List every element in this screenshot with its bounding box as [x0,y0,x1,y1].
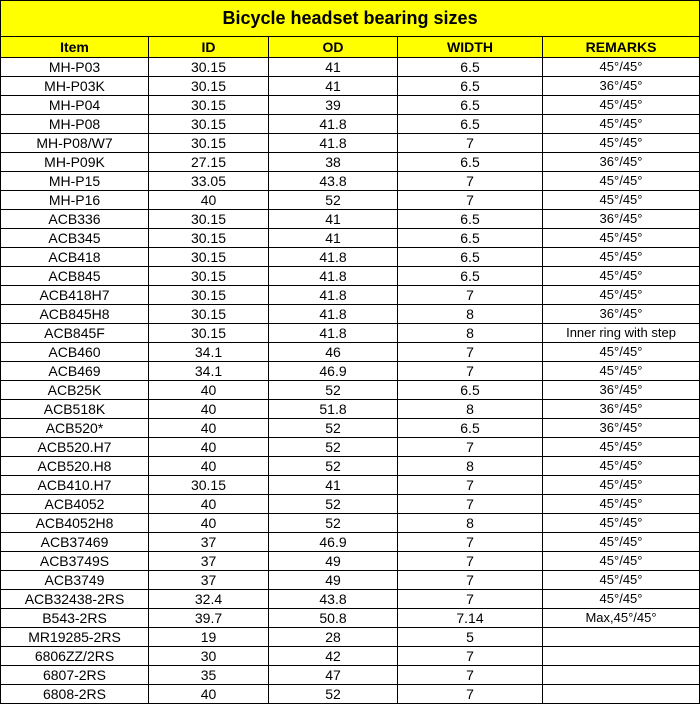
table-row [1,457,700,476]
width-cell: 6.5 [398,210,543,229]
od-cell: 38 [269,153,398,172]
item-cell: ACB336 [1,210,149,229]
id-cell: 30.15 [149,58,269,77]
width-cell: 7 [398,362,543,381]
width-cell: 7 [398,571,543,590]
width-cell: 5 [398,628,543,647]
table-row [1,533,700,552]
od-cell: 41.8 [269,267,398,286]
id-cell: 40 [149,191,269,210]
table-row [1,58,700,77]
item-cell: MH-P15 [1,172,149,191]
od-cell: 46 [269,343,398,362]
item-cell: ACB418 [1,248,149,267]
id-cell: 27.15 [149,153,269,172]
od-cell: 41 [269,58,398,77]
id-cell: 40 [149,495,269,514]
id-cell: 30 [149,647,269,666]
item-cell: ACB469 [1,362,149,381]
remarks-cell: 45°/45° [543,96,700,115]
remarks-cell: 45°/45° [543,362,700,381]
id-cell: 34.1 [149,343,269,362]
remarks-cell: 45°/45° [543,343,700,362]
table-row [1,343,700,362]
id-cell: 40 [149,381,269,400]
item-cell: ACB32438-2RS [1,590,149,609]
table-row [1,666,700,685]
od-cell: 42 [269,647,398,666]
od-cell: 52 [269,191,398,210]
width-cell: 7 [398,286,543,305]
od-cell: 41.8 [269,115,398,134]
id-cell: 30.15 [149,476,269,495]
width-cell: 6.5 [398,267,543,286]
od-cell: 52 [269,514,398,533]
remarks-cell: 45°/45° [543,134,700,153]
table-row [1,419,700,438]
item-cell: MR19285-2RS [1,628,149,647]
id-cell: 19 [149,628,269,647]
id-cell: 32.4 [149,590,269,609]
od-cell: 50.8 [269,609,398,628]
od-cell: 52 [269,438,398,457]
table-row [1,153,700,172]
header-row [1,37,700,58]
id-cell: 30.15 [149,115,269,134]
od-cell: 43.8 [269,172,398,191]
id-cell: 34.1 [149,362,269,381]
width-cell: 6.5 [398,419,543,438]
item-cell: ACB4052 [1,495,149,514]
table-row [1,305,700,324]
od-cell: 39 [269,96,398,115]
item-cell: MH-P16 [1,191,149,210]
remarks-cell: 45°/45° [543,476,700,495]
width-cell: 8 [398,305,543,324]
width-cell: 7 [398,666,543,685]
table-row [1,248,700,267]
remarks-cell: 36°/45° [543,77,700,96]
id-cell: 30.15 [149,305,269,324]
width-cell: 7 [398,172,543,191]
id-cell: 39.7 [149,609,269,628]
remarks-cell: 45°/45° [543,191,700,210]
od-cell: 46.9 [269,362,398,381]
remarks-cell: 45°/45° [543,58,700,77]
table-row [1,286,700,305]
width-cell: 8 [398,457,543,476]
remarks-cell: Max,45°/45° [543,609,700,628]
remarks-cell: 45°/45° [543,438,700,457]
width-cell: 7 [398,685,543,704]
od-cell: 52 [269,685,398,704]
item-cell: ACB4052H8 [1,514,149,533]
od-cell: 41.8 [269,324,398,343]
remarks-cell: 45°/45° [543,286,700,305]
item-cell: 6806ZZ/2RS [1,647,149,666]
id-cell: 40 [149,400,269,419]
table-row [1,134,700,153]
id-cell: 30.15 [149,96,269,115]
item-cell: B543-2RS [1,609,149,628]
item-cell: ACB3749 [1,571,149,590]
id-cell: 30.15 [149,248,269,267]
table-row [1,628,700,647]
id-cell: 40 [149,438,269,457]
item-cell: ACB460 [1,343,149,362]
id-cell: 30.15 [149,77,269,96]
width-cell: 6.5 [398,381,543,400]
od-cell: 28 [269,628,398,647]
remarks-cell: 36°/45° [543,381,700,400]
table-row [1,96,700,115]
remarks-cell: 45°/45° [543,248,700,267]
item-cell: MH-P08 [1,115,149,134]
item-cell: ACB845 [1,267,149,286]
table-row [1,324,700,343]
item-cell: ACB25K [1,381,149,400]
id-cell: 30.15 [149,210,269,229]
remarks-cell: Inner ring with step [543,324,700,343]
column-header-remarks: REMARKS [543,37,700,58]
remarks-cell: 45°/45° [543,533,700,552]
id-cell: 40 [149,685,269,704]
od-cell: 41 [269,476,398,495]
table-title: Bicycle headset bearing sizes [1,1,700,37]
id-cell: 30.15 [149,324,269,343]
id-cell: 30.15 [149,229,269,248]
width-cell: 8 [398,514,543,533]
od-cell: 41.8 [269,248,398,267]
width-cell: 7 [398,533,543,552]
item-cell: ACB845F [1,324,149,343]
od-cell: 52 [269,495,398,514]
width-cell: 7 [398,495,543,514]
column-header-width: WIDTH [398,37,543,58]
remarks-cell: 36°/45° [543,305,700,324]
item-cell: ACB418H7 [1,286,149,305]
table-row [1,115,700,134]
id-cell: 40 [149,457,269,476]
width-cell: 7 [398,552,543,571]
width-cell: 6.5 [398,96,543,115]
table-row [1,210,700,229]
item-cell: ACB37469 [1,533,149,552]
table-body [1,58,700,704]
item-cell: MH-P04 [1,96,149,115]
remarks-cell: 36°/45° [543,210,700,229]
id-cell: 30.15 [149,134,269,153]
title-row [1,1,700,37]
table-row [1,438,700,457]
width-cell: 8 [398,400,543,419]
item-cell: MH-P03 [1,58,149,77]
width-cell: 7 [398,590,543,609]
remarks-cell [543,666,700,685]
table-row [1,552,700,571]
table-row [1,362,700,381]
remarks-cell: 36°/45° [543,419,700,438]
width-cell: 8 [398,324,543,343]
item-cell: MH-P09K [1,153,149,172]
od-cell: 51.8 [269,400,398,419]
column-header-od: OD [269,37,398,58]
id-cell: 37 [149,533,269,552]
table-row [1,191,700,210]
od-cell: 52 [269,457,398,476]
remarks-cell: 45°/45° [543,115,700,134]
table-row [1,476,700,495]
table-row [1,77,700,96]
od-cell: 41.8 [269,134,398,153]
table-row [1,590,700,609]
remarks-cell: 45°/45° [543,514,700,533]
table-row [1,514,700,533]
od-cell: 49 [269,552,398,571]
od-cell: 43.8 [269,590,398,609]
od-cell: 41 [269,229,398,248]
remarks-cell: 45°/45° [543,457,700,476]
column-header-id: ID [149,37,269,58]
width-cell: 7 [398,476,543,495]
column-header-item: Item [1,37,149,58]
remarks-cell [543,628,700,647]
od-cell: 41 [269,210,398,229]
od-cell: 49 [269,571,398,590]
od-cell: 41 [269,77,398,96]
table-row [1,400,700,419]
width-cell: 7 [398,191,543,210]
id-cell: 40 [149,419,269,438]
width-cell: 6.5 [398,229,543,248]
remarks-cell: 45°/45° [543,495,700,514]
table-row [1,495,700,514]
remarks-cell [543,647,700,666]
width-cell: 7 [398,343,543,362]
remarks-cell: 36°/45° [543,400,700,419]
width-cell: 6.5 [398,115,543,134]
item-cell: MH-P03K [1,77,149,96]
item-cell: ACB345 [1,229,149,248]
item-cell: ACB520* [1,419,149,438]
width-cell: 6.5 [398,248,543,267]
item-cell: 6807-2RS [1,666,149,685]
item-cell: ACB410.H7 [1,476,149,495]
remarks-cell: 45°/45° [543,229,700,248]
remarks-cell: 45°/45° [543,267,700,286]
width-cell: 7 [398,647,543,666]
remarks-cell: 45°/45° [543,552,700,571]
item-cell: 6808-2RS [1,685,149,704]
id-cell: 37 [149,552,269,571]
remarks-cell: 36°/45° [543,153,700,172]
item-cell: ACB520.H7 [1,438,149,457]
table-row [1,229,700,248]
table-row [1,685,700,704]
width-cell: 7 [398,438,543,457]
od-cell: 52 [269,381,398,400]
item-cell: ACB518K [1,400,149,419]
od-cell: 46.9 [269,533,398,552]
id-cell: 30.15 [149,267,269,286]
table-row [1,571,700,590]
id-cell: 33.05 [149,172,269,191]
remarks-cell: 45°/45° [543,172,700,191]
item-cell: ACB3749S [1,552,149,571]
id-cell: 40 [149,514,269,533]
width-cell: 7 [398,134,543,153]
item-cell: ACB520.H8 [1,457,149,476]
table-row [1,647,700,666]
width-cell: 7.14 [398,609,543,628]
table-row [1,267,700,286]
id-cell: 35 [149,666,269,685]
width-cell: 6.5 [398,58,543,77]
id-cell: 37 [149,571,269,590]
width-cell: 6.5 [398,77,543,96]
table-row [1,172,700,191]
remarks-cell [543,685,700,704]
item-cell: ACB845H8 [1,305,149,324]
table-row [1,609,700,628]
id-cell: 30.15 [149,286,269,305]
remarks-cell: 45°/45° [543,590,700,609]
od-cell: 41.8 [269,305,398,324]
width-cell: 6.5 [398,153,543,172]
od-cell: 41.8 [269,286,398,305]
item-cell: MH-P08/W7 [1,134,149,153]
remarks-cell: 45°/45° [543,571,700,590]
od-cell: 47 [269,666,398,685]
od-cell: 52 [269,419,398,438]
table-row [1,381,700,400]
